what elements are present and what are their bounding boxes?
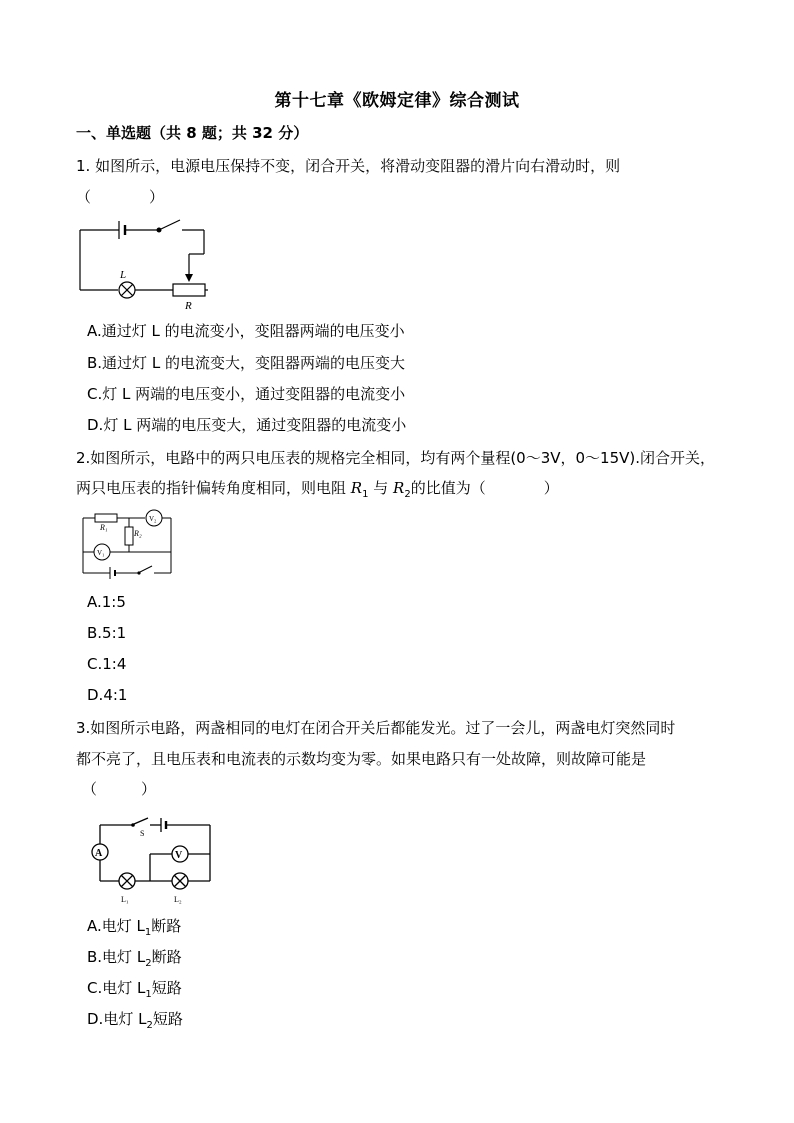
question-2-option-b[interactable]: B.5:1 xyxy=(87,624,127,642)
resistor-label: R xyxy=(185,300,192,312)
question-1-option-b[interactable]: B.通过灯 L 的电流变大，变阻器两端的电压变大 xyxy=(87,354,405,372)
lamp-label: L xyxy=(120,269,127,281)
v1-label: V₁ xyxy=(97,549,105,557)
question-1-answer-blank: （ ） xyxy=(76,188,165,206)
ammeter-label: A xyxy=(95,848,103,859)
question-3-answer-blank: （ ） xyxy=(82,780,157,798)
question-1-option-a[interactable]: A.通过灯 L 的电流变小，变阻器两端的电压变小 xyxy=(87,322,405,340)
section-heading: 一、单选题（共 8 题；共 32 分） xyxy=(76,124,309,142)
question-3-text-line-1: 3.如图所示电路，两盏相同的电灯在闭合开关后都能发光。过了一会儿，两盏电灯突然同时 xyxy=(76,719,676,737)
r1-resistor xyxy=(95,514,117,522)
r1-symbol: R xyxy=(350,479,363,497)
question-2-option-a[interactable]: A.1:5 xyxy=(87,593,126,611)
switch-blade xyxy=(161,220,180,229)
l2-label: L₂ xyxy=(174,895,182,904)
l1-label: L₁ xyxy=(121,895,129,904)
question-1-text: 1. 如图所示，电源电压保持不变，闭合开关，将滑动变阻器的滑片向右滑动时，则 xyxy=(76,157,621,175)
question-3-option-b[interactable]: B.电灯 $L_2$断路 xyxy=(87,948,182,969)
question-3-option-a[interactable]: A.电灯 $L_1$断路 xyxy=(87,917,182,938)
question-3-option-d[interactable]: D.电灯 $L_2$短路 xyxy=(87,1010,183,1031)
r2-resistor xyxy=(125,527,133,545)
question-3-circuit-diagram xyxy=(86,815,216,905)
r2-label: R₂ xyxy=(134,529,142,538)
v2-label: V₂ xyxy=(149,515,157,523)
question-1-option-c[interactable]: C.灯 L 两端的电压变小，通过变阻器的电流变小 xyxy=(87,385,406,403)
question-2-text-line-2: 两只电压表的指针偏转角度相同，则电阻 $R_1$ 与 $R_2$的比值为（ ） xyxy=(76,479,559,500)
question-1-option-d[interactable]: D.灯 L 两端的电压变大，通过变阻器的电流变小 xyxy=(87,416,407,434)
question-2-option-c[interactable]: C.1:4 xyxy=(87,655,127,673)
r1-label: R₁ xyxy=(100,523,108,532)
question-2-circuit-diagram xyxy=(82,508,177,580)
question-3-text-line-2: 都不亮了，且电压表和电流表的示数均变为零。如果电路只有一处故障，则故障可能是 xyxy=(76,750,647,768)
switch-label: S xyxy=(140,829,145,838)
page-title: 第十七章《欧姆定律》综合测试 xyxy=(274,91,520,111)
voltmeter-label: V xyxy=(175,850,183,861)
r2-symbol: R xyxy=(393,479,405,497)
switch-pivot xyxy=(157,228,162,233)
question-2-text-line-1: 2.如图所示，电路中的两只电压表的规格完全相同，均有两个量程(0～3V，0～15V).闭合开关， xyxy=(76,449,716,467)
question-1-circuit-diagram xyxy=(78,218,213,313)
question-3-option-c[interactable]: C.电灯 $L_1$短路 xyxy=(87,979,182,1000)
rheostat-symbol xyxy=(173,284,205,296)
question-2-option-d[interactable]: D.4:1 xyxy=(87,686,128,704)
